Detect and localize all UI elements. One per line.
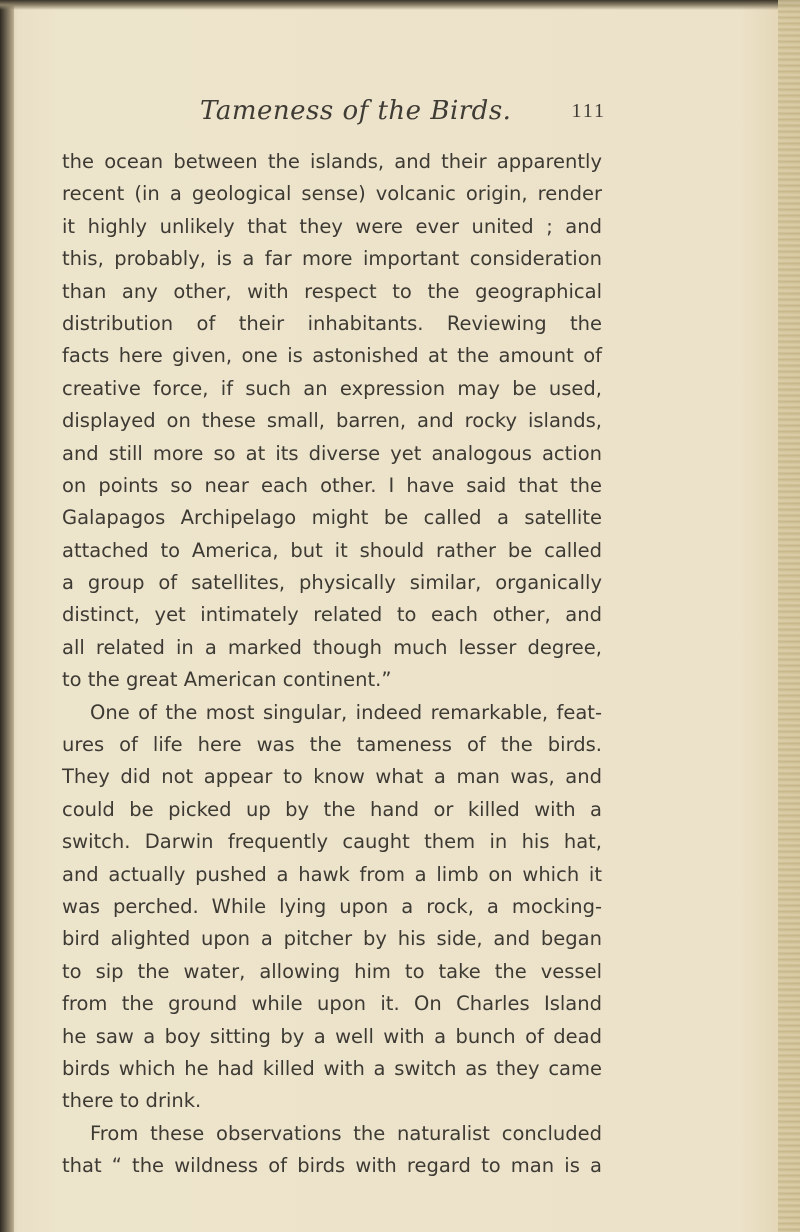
text-line: and actually pushed a hawk from a limb on which it <box>62 862 602 886</box>
paragraph-end-line: to the great American continent.” <box>62 668 392 692</box>
text-line: the ocean between the islands, and their apparently <box>62 150 602 173</box>
text-line: They did not appear to know what a man was, and <box>62 765 602 789</box>
text-line: a group of satellites, physically similar, organically <box>62 571 602 595</box>
text-line: distribution of their inhabitants. Reviewing the <box>62 311 602 335</box>
body-text <box>62 146 602 1183</box>
text-line: distinct, yet intimately related to each other, and <box>62 603 602 627</box>
paragraph-first-line: One of the most singular, indeed remarkable, feat- <box>90 700 602 724</box>
text-line: it highly unlikely that they were ever united ; and <box>62 214 602 238</box>
text-line: ures of life here was the tameness of the birds. <box>62 733 602 757</box>
text-line: that “ the wildness of birds with regard to man is a <box>62 1154 602 1178</box>
paragraph-end-line: there to drink. <box>62 1089 202 1113</box>
text-line: bird alighted upon a pitcher by his side, and began <box>62 927 602 951</box>
text-line: attached to America, but it should rather be called <box>62 538 602 562</box>
text-line: to sip the water, allowing him to take the vessel <box>62 959 602 983</box>
text-line: Galapagos Archipelago might be called a satellite <box>62 506 602 530</box>
page-top-shadow <box>0 0 800 10</box>
page-number: 111 <box>571 100 606 122</box>
text-line: creative force, if such an expression may be used, <box>62 376 602 400</box>
text-line: birds which he had killed with a switch as they came <box>62 1056 602 1080</box>
text-line: and still more so at its diverse yet analogous action <box>62 441 602 465</box>
text-line: recent (in a geological sense) volcanic origin, render <box>62 182 602 206</box>
text-line: could be picked up by the hand or killed with a <box>62 797 602 821</box>
text-line: switch. Darwin frequently caught them in his hat, <box>62 830 602 854</box>
text-line: all related in a marked though much lesser degree, <box>62 635 602 659</box>
text-line: on points so near each other. I have said that the <box>62 473 602 497</box>
page-binding-shadow <box>0 0 14 1232</box>
paragraph-first-line: From these observations the naturalist concluded <box>90 1121 602 1145</box>
page-edge-stack <box>778 0 800 1232</box>
text-line: from the ground while upon it. On Charles Island <box>62 992 602 1016</box>
text-line: he saw a boy sitting by a well with a bunch of dead <box>62 1024 602 1048</box>
text-line: facts here given, one is astonished at the amount of <box>62 344 602 368</box>
text-line: displayed on these small, barren, and rocky islands, <box>62 409 602 433</box>
text-line: than any other, with respect to the geographical <box>62 279 602 303</box>
text-line: this, probably, is a far more important consideration <box>62 247 602 271</box>
running-title: Tameness of the Birds. <box>200 96 512 126</box>
page-header <box>60 96 606 136</box>
text-line: was perched. While lying upon a rock, a mocking- <box>62 894 602 918</box>
